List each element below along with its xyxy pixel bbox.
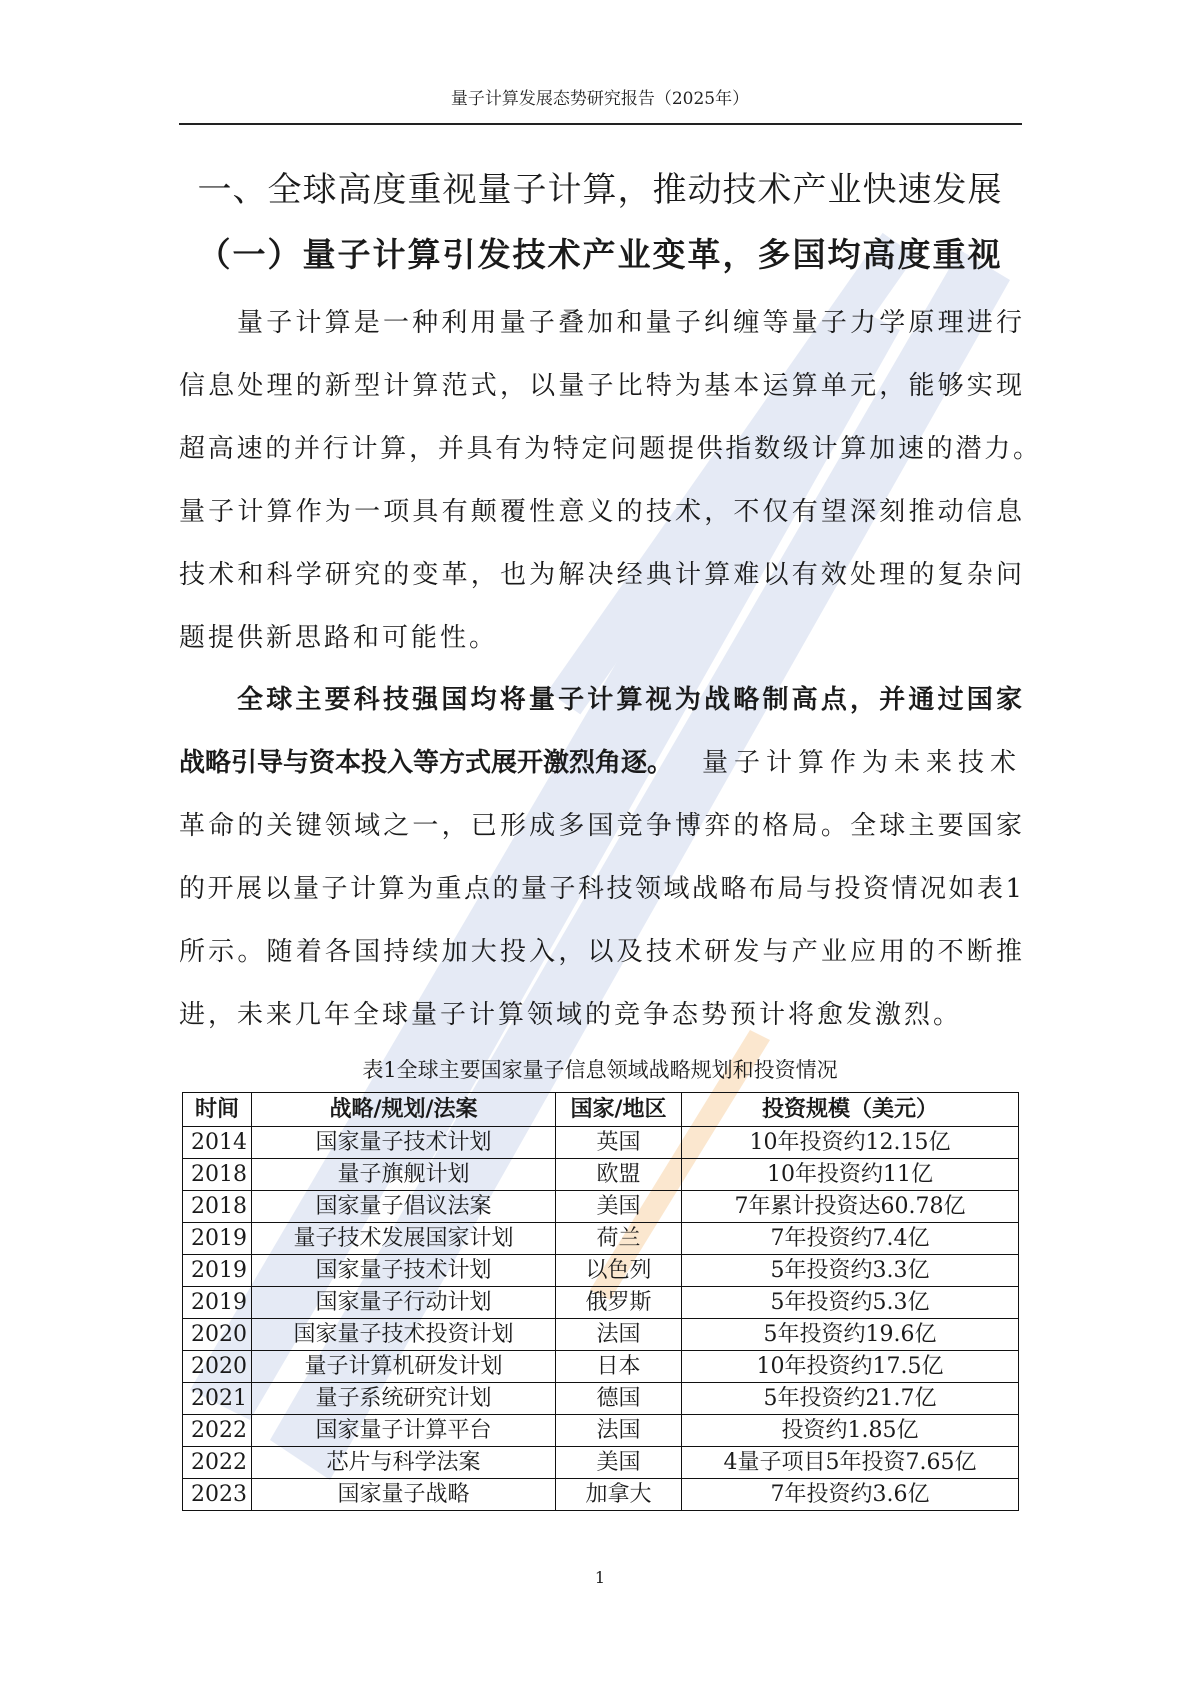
bold-lead-text: 战略引导与资本投入等方式展开激烈角逐。: [179, 748, 674, 778]
cell-year: 2018: [183, 1191, 252, 1223]
cell-country: 荷兰: [556, 1223, 682, 1255]
cell-strategy: 量子系统研究计划: [252, 1383, 556, 1415]
paragraph-line: 量子计算是一种利用量子叠加和量子纠缠等量子力学原理进行: [237, 308, 1022, 338]
bold-lead-line: 全球主要科技强国均将量子计算视为战略制高点，并通过国家: [237, 685, 1022, 715]
running-header: 量子计算发展态势研究报告（2025年）: [450, 89, 750, 109]
strategy-investment-table: [182, 1092, 1019, 1511]
paragraph-line: 进，未来几年全球量子计算领域的竞争态势预计将愈发激烈。: [179, 1000, 963, 1030]
column-header-investment: 投资规模（美元）: [682, 1093, 1019, 1127]
column-header-strategy: 战略/规划/法案: [252, 1093, 556, 1127]
column-header-time: 时间: [183, 1093, 252, 1127]
cell-investment: 5年投资约5.3亿: [682, 1287, 1019, 1319]
table-row: [183, 1159, 1019, 1191]
cell-strategy: 国家量子技术计划: [252, 1127, 556, 1159]
cell-country: 欧盟: [556, 1159, 682, 1191]
cell-strategy: 量子计算机研发计划: [252, 1351, 556, 1383]
cell-strategy: 国家量子战略: [252, 1479, 556, 1511]
table-row: [183, 1479, 1019, 1511]
cell-year: 2020: [183, 1351, 252, 1383]
cell-year: 2022: [183, 1447, 252, 1479]
paragraph-text: 量子计算作为未来技术: [701, 748, 1022, 778]
cell-investment: 投资约1.85亿: [682, 1415, 1019, 1447]
table-row: [183, 1223, 1019, 1255]
table-row: [183, 1191, 1019, 1223]
paragraph-line: 所示。随着各国持续加大投入，以及技术研发与产业应用的不断推: [179, 937, 1022, 967]
cell-country: 以色列: [556, 1255, 682, 1287]
paragraph-line: 题提供新思路和可能性。: [179, 623, 499, 653]
cell-strategy: 国家量子技术计划: [252, 1255, 556, 1287]
cell-country: 法国: [556, 1415, 682, 1447]
cell-investment: 7年投资约7.4亿: [682, 1223, 1019, 1255]
cell-country: 日本: [556, 1351, 682, 1383]
table-row: [183, 1415, 1019, 1447]
cell-investment: 10年投资约12.15亿: [682, 1127, 1019, 1159]
cell-country: 美国: [556, 1191, 682, 1223]
cell-investment: 10年投资约17.5亿: [682, 1351, 1019, 1383]
table-row: [183, 1255, 1019, 1287]
paragraph-line: [179, 743, 1022, 783]
cell-investment: 7年累计投资达60.78亿: [682, 1191, 1019, 1223]
cell-year: 2020: [183, 1319, 252, 1351]
cell-strategy: 国家量子倡议法案: [252, 1191, 556, 1223]
cell-year: 2021: [183, 1383, 252, 1415]
paragraph-line: 技术和科学研究的变革，也为解决经典计算难以有效处理的复杂问: [179, 560, 1022, 590]
cell-investment: 5年投资约19.6亿: [682, 1319, 1019, 1351]
table-row: [183, 1319, 1019, 1351]
cell-investment: 10年投资约11亿: [682, 1159, 1019, 1191]
cell-year: 2022: [183, 1415, 252, 1447]
paragraph-line: 革命的关键领域之一，已形成多国竞争博弈的格局。全球主要国家: [179, 811, 1022, 841]
cell-strategy: 芯片与科学法案: [252, 1447, 556, 1479]
cell-country: 美国: [556, 1447, 682, 1479]
cell-strategy: 量子技术发展国家计划: [252, 1223, 556, 1255]
cell-country: 法国: [556, 1319, 682, 1351]
paragraph-line: 信息处理的新型计算范式，以量子比特为基本运算单元，能够实现: [179, 371, 1022, 401]
cell-country: 英国: [556, 1127, 682, 1159]
paragraph-line: 量子计算作为一项具有颠覆性意义的技术，不仅有望深刻推动信息: [179, 497, 1022, 527]
cell-investment: 5年投资约21.7亿: [682, 1383, 1019, 1415]
header-rule: [179, 123, 1022, 125]
cell-strategy: 国家量子行动计划: [252, 1287, 556, 1319]
table-row: [183, 1447, 1019, 1479]
section-heading: 一、全球高度重视量子计算，推动技术产业快速发展: [197, 170, 1003, 210]
cell-country: 俄罗斯: [556, 1287, 682, 1319]
column-header-country: 国家/地区: [556, 1093, 682, 1127]
cell-investment: 5年投资约3.3亿: [682, 1255, 1019, 1287]
cell-year: 2019: [183, 1255, 252, 1287]
table-caption: 表1全球主要国家量子信息领域战略规划和投资情况: [362, 1058, 838, 1082]
subsection-heading: （一）量子计算引发技术产业变革，多国均高度重视: [197, 235, 1003, 274]
page-number: 1: [594, 1568, 606, 1587]
table-row: [183, 1287, 1019, 1319]
cell-strategy: 国家量子技术投资计划: [252, 1319, 556, 1351]
cell-investment: 4量子项目5年投资7.65亿: [682, 1447, 1019, 1479]
cell-year: 2018: [183, 1159, 252, 1191]
table-row: [183, 1127, 1019, 1159]
table-header-row: [183, 1093, 1019, 1127]
cell-country: 德国: [556, 1383, 682, 1415]
cell-year: 2014: [183, 1127, 252, 1159]
cell-year: 2023: [183, 1479, 252, 1511]
cell-investment: 7年投资约3.6亿: [682, 1479, 1019, 1511]
table-row: [183, 1383, 1019, 1415]
paragraph-line: 超高速的并行计算，并具有为特定问题提供指数级计算加速的潜力。: [179, 434, 1039, 464]
cell-strategy: 国家量子计算平台: [252, 1415, 556, 1447]
cell-year: 2019: [183, 1287, 252, 1319]
cell-country: 加拿大: [556, 1479, 682, 1511]
cell-strategy: 量子旗舰计划: [252, 1159, 556, 1191]
paragraph-line: 的开展以量子计算为重点的量子科技领域战略布局与投资情况如表1: [179, 874, 1022, 904]
table-row: [183, 1351, 1019, 1383]
cell-year: 2019: [183, 1223, 252, 1255]
